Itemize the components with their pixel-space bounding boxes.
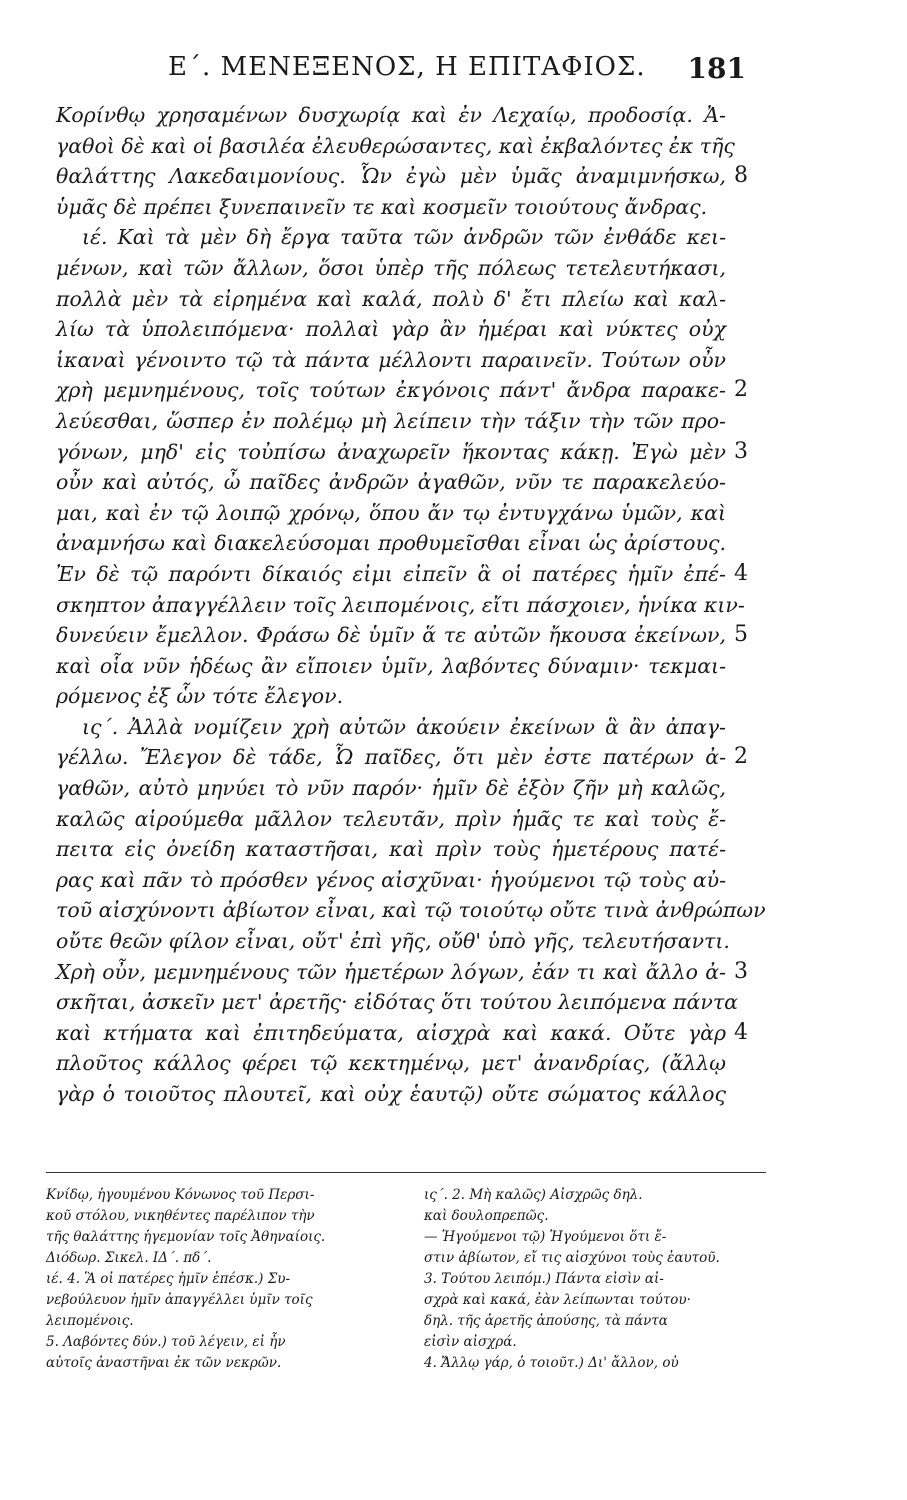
footnote-line: τῆς θαλάττης ἡγεμονίαν τοῖς Ἀθηναίοις. [46, 1229, 326, 1245]
text-line [56, 1079, 726, 1110]
footnote-line: ιέ. 4. Ἃ οἱ πατέρες ἡμῖν ἐπέσκ.) Συ- [46, 1271, 291, 1287]
margin-line-number: 4 [734, 560, 748, 586]
text-line-content: οὖν καὶ αὐτός, ὦ παῖδες ἀνδρῶν ἀγαθῶν, νῦν τε παρακελεύο- [56, 470, 726, 495]
text-line-content: γὰρ ὁ τοιοῦτος πλουτεῖ, καὶ οὐχ ἑαυτῷ) οὔτε σώματος κάλλος [56, 1082, 726, 1106]
text-line [56, 467, 726, 498]
text-line [56, 284, 726, 315]
text-line-content: ἀναμνήσω καὶ διακελεύσομαι προθυμεῖσθαι εἶναι ὡς ἀρίστους. [56, 531, 726, 556]
text-line [56, 131, 735, 162]
text-line [56, 712, 726, 743]
footnotes-left-column [46, 1185, 391, 1374]
footnote-line: εἰσὶν αἰσχρά. [424, 1334, 517, 1350]
margin-line-number: 3 [734, 958, 748, 984]
text-line-content: τοῦ αἰσχύνοντι ἀβίωτον εἶναι, καὶ τῷ τοιούτῳ οὔτε τινὰ ἀνθρώπων [56, 898, 766, 923]
text-line-content: μένων, καὶ τῶν ἄλλων, ὅσοι ὑπὲρ τῆς πόλεως τετελευτήκασι, [56, 255, 726, 280]
footnote-line: δηλ. τῆς ἀρετῆς ἀπούσης, τὰ πάντα [424, 1313, 668, 1329]
text-line-content: μαι, καὶ ἐν τῷ λοιπῷ χρόνῳ, ὅπου ἄν τῳ ἐντυγχάνω ὑμῶν, καὶ [56, 500, 726, 525]
chapter-title: Ε΄. ΜΕΝΕΞΕΝΟΣ, Η ΕΠΙΤΑΦΙΟΣ. [168, 52, 646, 82]
text-line [56, 620, 748, 651]
text-line [56, 375, 748, 406]
text-line-content: καὶ κτήματα καὶ ἐπιτηδεύματα, αἰσχρὰ καὶ κακά. Οὔτε γὰρ [56, 1020, 726, 1045]
text-line-content: οὔτε θεῶν φίλον εἶναι, οὔτ' ἐπὶ γῆς, οὔθ' ὑπὸ γῆς, τελευτήσαντι. [56, 929, 730, 954]
text-line [56, 314, 726, 345]
text-line [56, 222, 726, 253]
text-line-content: πειτα εἰς ὀνείδη καταστῆσαι, καὶ πρὶν τοὺς ἡμετέρους πατέ- [56, 837, 726, 862]
text-line-content: ἱκαναὶ γένοιντο τῷ τὰ πάντα μέλλοντι παραινεῖν. Τούτων οὖν [56, 347, 726, 372]
text-line-content: πολλὰ μὲν τὰ εἰρημένα καὶ καλά, πολὺ δ' ἔτι πλείω καὶ καλ- [56, 286, 726, 311]
text-line-content: λεύεσθαι, ὥσπερ ἐν πολέμῳ μὴ λείπειν τὴν τάξιν τὴν τῶν προ- [56, 408, 726, 433]
text-line [56, 590, 745, 621]
text-line [56, 1018, 748, 1049]
text-line-content: γόνων, μηδ' εἰς τοὐπίσω ἀναχωρεῖν ἥκοντας κάκῃ. Ἐγὼ μὲν [56, 439, 726, 464]
footnote-line: — Ἡγούμενοι τῷ) Ἡγούμενοι ὅτι ἔ- [424, 1229, 667, 1245]
footnote-line: Κνίδῳ, ἡγουμένου Κόνωνος τοῦ Περσι- [46, 1187, 315, 1203]
text-line-content: σκηπτον ἀπαγγέλλειν τοῖς λειπομένοις, εἴτι πάσχοιεν, ἡνίκα κιν- [56, 592, 745, 617]
text-line [56, 528, 726, 559]
text-line [56, 253, 726, 284]
text-line [56, 498, 726, 529]
footnote-line: αὐτοῖς ἀναστῆναι ἐκ τῶν νεκρῶν. [46, 1355, 282, 1371]
margin-line-number: 2 [734, 744, 748, 770]
text-line-content: ὑμᾶς δὲ πρέπει ξυνεπαινεῖν τε καὶ κοσμεῖν τοιούτους ἄνδρας. [56, 194, 708, 219]
footnote-line: κοῦ στόλου, νικηθέντες παρέλιπον τὴν [46, 1208, 315, 1224]
footnote-line: 5. Λαβόντες δύν.) τοῦ λέγειν, εἰ ἦν [46, 1334, 286, 1350]
text-line [56, 345, 726, 376]
text-line [56, 987, 739, 1018]
text-line [56, 192, 726, 223]
footnote-line: λειπομένοις. [46, 1313, 134, 1329]
text-line [56, 100, 726, 131]
text-line [56, 957, 748, 988]
text-line-content: σκῆται, ἀσκεῖν μετ' ἀρετῆς· εἰδότας ὅτι τούτου λειπόμενα πάντα [56, 990, 739, 1015]
text-line [56, 681, 726, 712]
text-line [56, 406, 726, 437]
text-line-content: θαλάττης Λακεδαιμονίους. Ὧν ἐγὼ μὲν ὑμᾶς ἀναμιμνήσκω, [56, 164, 726, 189]
text-line-content: δυνεύειν ἔμελλον. Φράσω δὲ ὑμῖν ἅ τε αὐτῶν ἤκουσα ἐκείνων, [56, 623, 726, 648]
text-line [56, 773, 726, 804]
text-line-content: καὶ οἷα νῦν ἡδέως ἂν εἴποιεν ὑμῖν, λαβόντες δύναμιν· τεκμαι- [56, 653, 726, 678]
text-line [56, 834, 726, 865]
margin-line-number: 8 [734, 163, 748, 189]
text-line-content: πλοῦτος κάλλος φέρει τῷ κεκτημένῳ, μετ' ἀνανδρίας, (ἄλλῳ [56, 1051, 726, 1076]
text-line [56, 742, 748, 773]
text-line [56, 437, 748, 468]
text-line [56, 161, 748, 192]
text-line-content: Χρὴ οὖν, μεμνημένους τῶν ἡμετέρων λόγων, ἐάν τι καὶ ἄλλο ἀ- [56, 959, 726, 984]
text-line [56, 559, 748, 590]
text-line-content: ρόμενος ἐξ ὧν τότε ἔλεγον. [56, 684, 344, 709]
text-line-content: ρας καὶ πᾶν τὸ πρόσθεν γένος αἰσχῦναι· ἡγούμενοι τῷ τοὺς αὐ- [56, 867, 726, 892]
margin-line-number: 4 [734, 1019, 748, 1045]
page-number: 181 [687, 52, 746, 85]
margin-line-number: 3 [734, 438, 748, 464]
text-line [56, 651, 726, 682]
text-line [56, 926, 730, 957]
margin-line-number: 2 [734, 377, 748, 403]
text-line-content: λίω τὰ ὑπολειπόμενα· πολλαὶ γὰρ ἂν ἡμέραι καὶ νύκτες οὐχ [56, 317, 726, 342]
text-line [56, 895, 766, 926]
main-text [56, 100, 766, 1110]
text-line-content: γαθοὶ δὲ καὶ οἱ βασιλέα ἐλευθερώσαντες, καὶ ἐκβαλόντες ἐκ τῆς [56, 133, 735, 158]
footnote-line: ις΄. 2. Μὴ καλῶς) Αἰσχρῶς δηλ. [424, 1187, 643, 1203]
margin-line-number: 5 [734, 622, 748, 648]
text-line [56, 865, 726, 896]
footnote-line: 4. Ἄλλῳ γάρ, ὁ τοιοῦτ.) Δι' ἄλλον, οὐ [424, 1355, 679, 1371]
text-line [56, 804, 726, 835]
footnote-line: 3. Τούτου λειπόμ.) Πάντα εἰσὶν αἰ- [424, 1271, 664, 1287]
text-line-content: ιέ. Καὶ τὰ μὲν δὴ ἔργα ταῦτα τῶν ἀνδρῶν τῶν ἐνθάδε κει- [82, 225, 726, 250]
text-line-content: ις΄. Ἀλλὰ νομίζειν χρὴ αὐτῶν ἀκούειν ἐκείνων ἃ ἂν ἀπαγ- [82, 714, 726, 739]
text-line-content: Κορίνθῳ χρησαμένων δυσχωρίᾳ καὶ ἐν Λεχαίῳ, προδοσίᾳ. Ἀ- [56, 103, 726, 127]
running-header [56, 52, 746, 92]
text-line-content: καλῶς αἱρούμεθα μᾶλλον τελευτᾶν, πρὶν ἡμᾶς τε καὶ τοὺς ἔ- [56, 806, 726, 831]
text-line-content: Ἐν δὲ τῷ παρόντι δίκαιός εἰμι εἰπεῖν ἃ οἱ πατέρες ἡμῖν ἐπέ- [56, 561, 726, 586]
footnote-divider [46, 1172, 766, 1173]
text-line-content: γαθῶν, αὐτὸ μηνύει τὸ νῦν παρόν· ἡμῖν δὲ ἐξὸν ζῆν μὴ καλῶς, [56, 776, 726, 801]
text-line-content: γέλλω. Ἔλεγον δὲ τάδε, Ὦ παῖδες, ὅτι μὲν ἐστε πατέρων ἀ- [56, 745, 726, 770]
text-line [56, 1048, 726, 1079]
footnote-line: καὶ δουλοπρεπῶς. [424, 1208, 549, 1224]
footnote-line: νεβούλευον ἡμῖν ἀπαγγέλλει ὑμῖν τοῖς [46, 1292, 313, 1308]
text-line-content: χρὴ μεμνημένους, τοῖς τούτων ἐκγόνοις πάντ' ἄνδρα παρακε- [56, 378, 726, 403]
footnote-line: Διόδωρ. Σικελ. ΙΔ΄. πδ΄. [46, 1250, 212, 1266]
footnotes-right-column [424, 1185, 769, 1374]
footnote-line: στιν ἀβίωτον, εἴ τις αἰσχύνοι τοὺς ἑαυτοῦ. [424, 1250, 720, 1266]
footnote-line: σχρὰ καὶ κακά, ἐὰν λείπωνται τούτου· [424, 1292, 691, 1308]
